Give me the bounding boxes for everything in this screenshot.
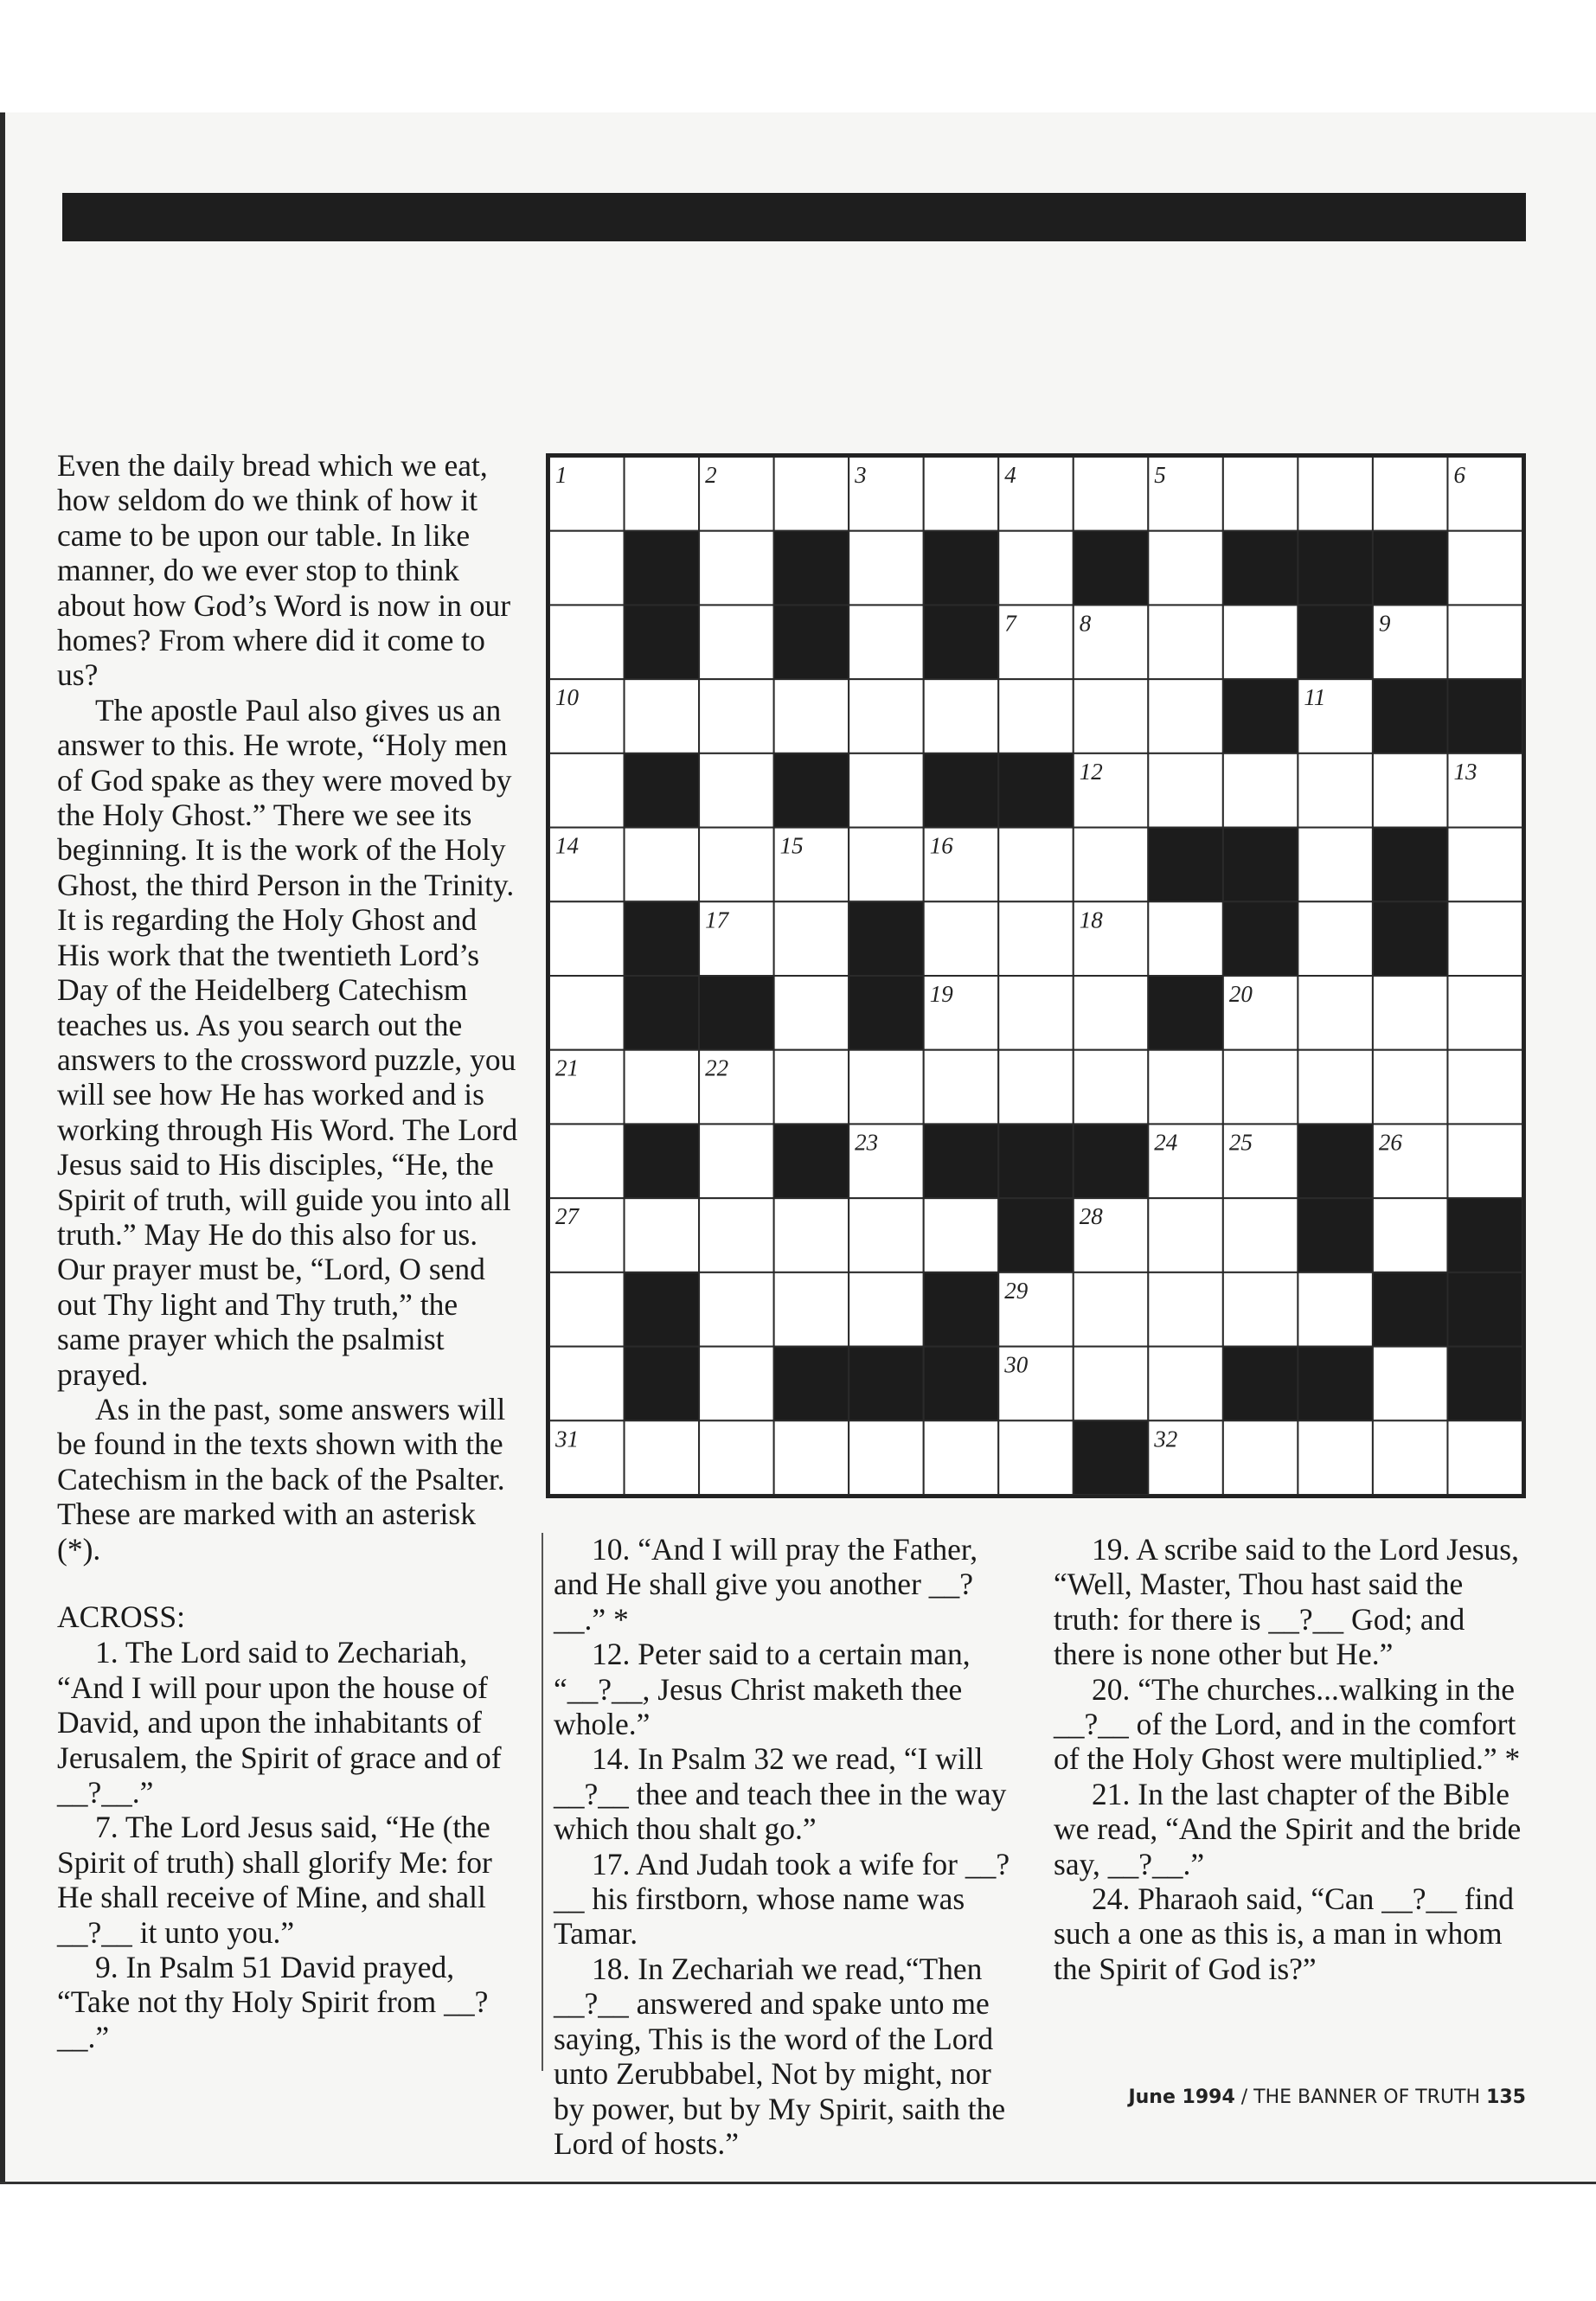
page-bottom-margin (0, 2184, 1596, 2301)
grid-cell[interactable] (699, 531, 774, 606)
grid-cell[interactable] (549, 976, 625, 1050)
cell-number-20: 20 (1228, 981, 1253, 1007)
cell-number-12: 12 (1079, 758, 1103, 785)
grid-cell-black (625, 605, 700, 679)
cell-number-4: 4 (1004, 462, 1016, 488)
grid-cell[interactable] (1223, 1420, 1298, 1495)
page-top-margin (0, 0, 1596, 112)
grid-cell-black (625, 1124, 700, 1198)
grid-cell[interactable] (1074, 1347, 1149, 1421)
grid-cell[interactable] (774, 976, 849, 1050)
grid-cell[interactable] (1373, 1347, 1448, 1421)
grid-cell-black (998, 753, 1074, 828)
grid-cell[interactable] (1148, 901, 1223, 976)
grid-cell-black (849, 976, 924, 1050)
cell-number-17: 17 (705, 907, 729, 933)
grid-cell-black (1223, 901, 1298, 976)
cell-number-22: 22 (705, 1054, 729, 1081)
grid-cell[interactable] (1373, 1198, 1448, 1272)
grid-cell[interactable] (774, 1420, 849, 1495)
footer-publication: THE BANNER OF TRUTH (1253, 2086, 1481, 2108)
grid-cell[interactable] (1223, 605, 1298, 679)
clue-across-17: 17. And Judah took a wife for __?__ his firstborn, whose name was Tamar. (554, 1846, 1010, 1952)
footer-date: June 1994 (1128, 2086, 1235, 2108)
cell-number-1: 1 (555, 462, 567, 488)
cell-number-13: 13 (1453, 758, 1477, 785)
grid-cell[interactable] (549, 605, 625, 679)
intro-paragraph-3: As in the past, some answers will be found in the texts shown with the Catechism in the back of the Psalter. These are marked with an asterisk (*). (57, 1391, 506, 1567)
grid-cell[interactable] (1447, 976, 1522, 1050)
grid-cell[interactable] (1074, 976, 1149, 1050)
grid-cell[interactable] (1298, 457, 1373, 531)
grid-cell[interactable] (774, 901, 849, 976)
grid-cell[interactable] (1373, 976, 1448, 1050)
clue-across-1: 1. The Lord said to Zechariah, “And I will pour upon the house of David, and upon the inhabitants of Jerusalem, the Spirit of grace and of __?__.” (57, 1635, 502, 1811)
grid-cell[interactable] (1447, 1420, 1522, 1495)
grid-cell-black (625, 1347, 700, 1421)
grid-cell[interactable] (1074, 1272, 1149, 1347)
grid-cell[interactable] (1298, 1272, 1373, 1347)
cell-number-10: 10 (555, 684, 579, 711)
clues-column-right (1054, 1532, 1528, 1986)
grid-cell[interactable] (849, 605, 924, 679)
grid-cell[interactable] (849, 679, 924, 753)
grid-cell-black (1373, 1272, 1448, 1347)
grid-cell[interactable] (1298, 753, 1373, 828)
cell-number-26: 26 (1378, 1129, 1402, 1156)
grid-cell[interactable] (849, 753, 924, 828)
grid-cell[interactable] (849, 828, 924, 902)
grid-cell[interactable] (924, 1198, 999, 1272)
grid-cell[interactable] (625, 457, 700, 531)
grid-cell[interactable] (1223, 1050, 1298, 1125)
page-footer (1107, 2086, 1526, 2108)
clue-across-18: 18. In Zechariah we read,“Then __?__ answered and spake unto me saying, This is the word of the Lord unto Zerubbabel, Not by might, nor by power, but by My Spirit, saith the Lord of hosts.” (554, 1951, 1006, 2161)
grid-cell[interactable] (1447, 605, 1522, 679)
grid-cell[interactable] (849, 531, 924, 606)
page-left-edge (0, 112, 5, 2184)
grid-cell-black (1447, 1198, 1522, 1272)
crossword-grid-svg (549, 457, 1522, 1495)
grid-cell[interactable] (1373, 1050, 1448, 1125)
grid-cell[interactable] (1373, 1420, 1448, 1495)
grid-cell[interactable] (774, 1050, 849, 1125)
clue-across-20: 20. “The churches...walking in the __?__ of the Lord, and in the comfort of the Holy Ghost were multiplied.” * (1054, 1671, 1521, 1777)
grid-cell[interactable] (1148, 1198, 1223, 1272)
grid-cell-black (1447, 679, 1522, 753)
grid-cell[interactable] (1298, 901, 1373, 976)
footer-separator: / (1234, 2086, 1254, 2108)
grid-cell[interactable] (699, 753, 774, 828)
clue-across-12: 12. Peter said to a certain man, “__?__, Jesus Christ maketh thee whole.” (554, 1637, 971, 1742)
grid-cell[interactable] (1148, 1272, 1223, 1347)
grid-cell[interactable] (1148, 1050, 1223, 1125)
grid-cell[interactable] (549, 1272, 625, 1347)
grid-cell-black (1074, 1124, 1149, 1198)
intro-paragraph-1: Even the daily bread which we eat, how seldom do we think of how it came to be upon our table. In like manner, do we ever stop to think about how God’s Word is now in our homes? From where did it come to us? (57, 448, 511, 693)
grid-cell[interactable] (1223, 457, 1298, 531)
column-divider (542, 1533, 543, 2071)
grid-cell-black (849, 901, 924, 976)
cell-number-19: 19 (929, 981, 953, 1007)
grid-cell-black (1148, 828, 1223, 902)
cell-number-2: 2 (705, 462, 717, 488)
clue-across-10: 10. “And I will pray the Father, and He shall give you another __?__.” * (554, 1532, 978, 1637)
grid-cell[interactable] (924, 457, 999, 531)
cell-number-31: 31 (555, 1426, 579, 1452)
grid-cell-black (924, 753, 999, 828)
clue-across-7: 7. The Lord Jesus said, “He (the Spirit of truth) shall glorify Me: for He shall receive of Mine, and shall __?__ it unto you.” (57, 1810, 492, 1950)
grid-cell[interactable] (699, 605, 774, 679)
grid-cell[interactable] (1298, 976, 1373, 1050)
cell-number-28: 28 (1079, 1203, 1103, 1230)
grid-cell-black (849, 1347, 924, 1421)
grid-cell[interactable] (1373, 457, 1448, 531)
cell-number-25: 25 (1228, 1129, 1253, 1156)
grid-cell[interactable] (849, 1198, 924, 1272)
grid-cell[interactable] (849, 1272, 924, 1347)
clue-across-21: 21. In the last chapter of the Bible we read, “And the Spirit and the bride say, __?__.” (1054, 1776, 1522, 1881)
cell-number-14: 14 (555, 832, 579, 859)
grid-cell[interactable] (1223, 1272, 1298, 1347)
grid-cell[interactable] (1447, 901, 1522, 976)
grid-cell-black (1074, 1420, 1149, 1495)
grid-cell[interactable] (549, 901, 625, 976)
grid-cell-black (1223, 679, 1298, 753)
grid-cell-black (1298, 1124, 1373, 1198)
grid-cell[interactable] (1148, 531, 1223, 606)
grid-cell[interactable] (1074, 1050, 1149, 1125)
grid-cell-black (625, 753, 700, 828)
title-bar (62, 193, 1526, 241)
cell-number-5: 5 (1154, 462, 1166, 488)
cell-number-15: 15 (779, 832, 804, 859)
cell-number-11: 11 (1304, 684, 1326, 711)
cell-number-8: 8 (1079, 610, 1092, 637)
grid-cell[interactable] (998, 1050, 1074, 1125)
grid-cell-black (1223, 1347, 1298, 1421)
grid-cell[interactable] (1298, 828, 1373, 902)
grid-cell[interactable] (1298, 1420, 1373, 1495)
grid-cell-black (625, 901, 700, 976)
grid-cell[interactable] (774, 679, 849, 753)
grid-cell[interactable] (998, 1420, 1074, 1495)
grid-cell-black (998, 1124, 1074, 1198)
cell-number-21: 21 (555, 1054, 579, 1081)
grid-cell-black (1447, 1347, 1522, 1421)
grid-cell[interactable] (625, 1050, 700, 1125)
cell-number-24: 24 (1154, 1129, 1178, 1156)
cell-number-9: 9 (1378, 610, 1391, 637)
intro-paragraph-2: The apostle Paul also gives us an answer to this. He wrote, “Holy men of God spake as they were moved by the Holy Ghost.” There we see its beginning. It is the work of the Holy Ghost, the third Person in the Trinity. It is regarding the Holy Ghost and His work that the twentieth Lord’s Day of the Heidelberg Catechism teaches us. As you search out the answers to the crossword puzzle, you will see how He has worked and is working through His Word. The Lord Jesus said to His disciples, “He, the Spirit of truth, will guide you into all truth.” May He do this also for us. Our prayer must be, “Lord, O send out Thy light and Thy truth,” the same prayer which the psalmist prayed. (57, 692, 518, 1392)
cell-number-29: 29 (1004, 1277, 1029, 1304)
grid-cell[interactable] (924, 679, 999, 753)
grid-cell-black (1447, 1272, 1522, 1347)
grid-cell-black (1373, 828, 1448, 902)
grid-cell[interactable] (998, 976, 1074, 1050)
grid-cell[interactable] (699, 1198, 774, 1272)
cell-number-7: 7 (1004, 610, 1016, 637)
grid-cell-black (924, 605, 999, 679)
grid-cell-black (774, 753, 849, 828)
grid-cell[interactable] (1447, 1050, 1522, 1125)
grid-cell[interactable] (1074, 828, 1149, 902)
crossword-grid (546, 453, 1526, 1498)
grid-cell-black (1298, 531, 1373, 606)
grid-cell-black (625, 531, 700, 606)
grid-cell-black (1223, 531, 1298, 606)
grid-cell[interactable] (625, 679, 700, 753)
cell-number-6: 6 (1453, 462, 1465, 488)
grid-cell[interactable] (924, 901, 999, 976)
grid-cell-black (774, 531, 849, 606)
grid-cell-black (699, 976, 774, 1050)
grid-cell[interactable] (1148, 679, 1223, 753)
grid-cell[interactable] (699, 679, 774, 753)
grid-cell[interactable] (1074, 679, 1149, 753)
grid-cell-black (1223, 828, 1298, 902)
grid-cell[interactable] (1148, 1347, 1223, 1421)
grid-cell[interactable] (998, 901, 1074, 976)
grid-cell[interactable] (1298, 1050, 1373, 1125)
grid-cell[interactable] (1223, 1198, 1298, 1272)
grid-cell-black (998, 1198, 1074, 1272)
grid-cell[interactable] (699, 1347, 774, 1421)
grid-cell-black (924, 1272, 999, 1347)
grid-cell[interactable] (1447, 531, 1522, 606)
footer-page-number: 135 (1486, 2086, 1526, 2108)
clue-across-19: 19. A scribe said to the Lord Jesus, “Well, Master, Thou hast said the truth: for there is __?__ God; and there is none other but He.” (1054, 1532, 1519, 1672)
grid-cell[interactable] (774, 1198, 849, 1272)
grid-cell-black (625, 1272, 700, 1347)
grid-cell[interactable] (1148, 605, 1223, 679)
clue-across-9: 9. In Psalm 51 David prayed, “Take not thy Holy Spirit from __?__.” (57, 1950, 489, 2054)
grid-cell[interactable] (1148, 753, 1223, 828)
grid-cell[interactable] (549, 753, 625, 828)
cell-number-23: 23 (855, 1129, 879, 1156)
grid-cell[interactable] (1447, 828, 1522, 902)
grid-cell-black (1298, 1347, 1373, 1421)
grid-cell-black (924, 1347, 999, 1421)
grid-cell[interactable] (998, 828, 1074, 902)
cell-number-16: 16 (929, 832, 953, 859)
grid-cell[interactable] (998, 679, 1074, 753)
grid-cell[interactable] (1074, 457, 1149, 531)
grid-cell[interactable] (1223, 753, 1298, 828)
grid-cell-black (1373, 531, 1448, 606)
grid-cell[interactable] (549, 1124, 625, 1198)
clues-column-middle (554, 1532, 1025, 2161)
cell-number-30: 30 (1004, 1351, 1029, 1378)
grid-cell[interactable] (774, 457, 849, 531)
cell-number-32: 32 (1154, 1426, 1178, 1452)
cell-number-18: 18 (1079, 907, 1103, 933)
grid-cell[interactable] (924, 1420, 999, 1495)
cell-number-3: 3 (855, 462, 867, 488)
clue-across-24: 24. Pharaoh said, “Can __?__ find such a one as this is, a man in whom the Spirit of God is?” (1054, 1881, 1515, 1986)
grid-cell[interactable] (1373, 753, 1448, 828)
grid-cell[interactable] (625, 828, 700, 902)
grid-cell[interactable] (549, 531, 625, 606)
grid-cell-black (1148, 976, 1223, 1050)
grid-cell[interactable] (1447, 1124, 1522, 1198)
grid-cell[interactable] (699, 1420, 774, 1495)
grid-cell-black (1298, 1198, 1373, 1272)
grid-cell-black (774, 1124, 849, 1198)
grid-cell[interactable] (849, 1050, 924, 1125)
grid-cell[interactable] (998, 531, 1074, 606)
grid-cell-black (774, 605, 849, 679)
grid-cell[interactable] (774, 1272, 849, 1347)
grid-cell[interactable] (849, 1420, 924, 1495)
grid-cell-black (1373, 901, 1448, 976)
grid-cell[interactable] (699, 1124, 774, 1198)
intro-column (57, 448, 524, 2054)
grid-cell-black (924, 531, 999, 606)
clue-across-14: 14. In Psalm 32 we read, “I will __?__ thee and teach thee in the way which thou shalt go.” (554, 1741, 1007, 1847)
grid-cell-black (1074, 531, 1149, 606)
grid-cell[interactable] (699, 1272, 774, 1347)
grid-cell[interactable] (549, 1347, 625, 1421)
cell-number-27: 27 (555, 1203, 579, 1230)
grid-cell[interactable] (699, 828, 774, 902)
grid-cell-black (1373, 679, 1448, 753)
grid-cell-black (625, 976, 700, 1050)
grid-cell-black (774, 1347, 849, 1421)
grid-cell[interactable] (625, 1198, 700, 1272)
across-heading: ACROSS: (57, 1599, 185, 1634)
grid-cell-black (1298, 605, 1373, 679)
grid-cell[interactable] (924, 1050, 999, 1125)
grid-cell-black (924, 1124, 999, 1198)
grid-cell[interactable] (625, 1420, 700, 1495)
